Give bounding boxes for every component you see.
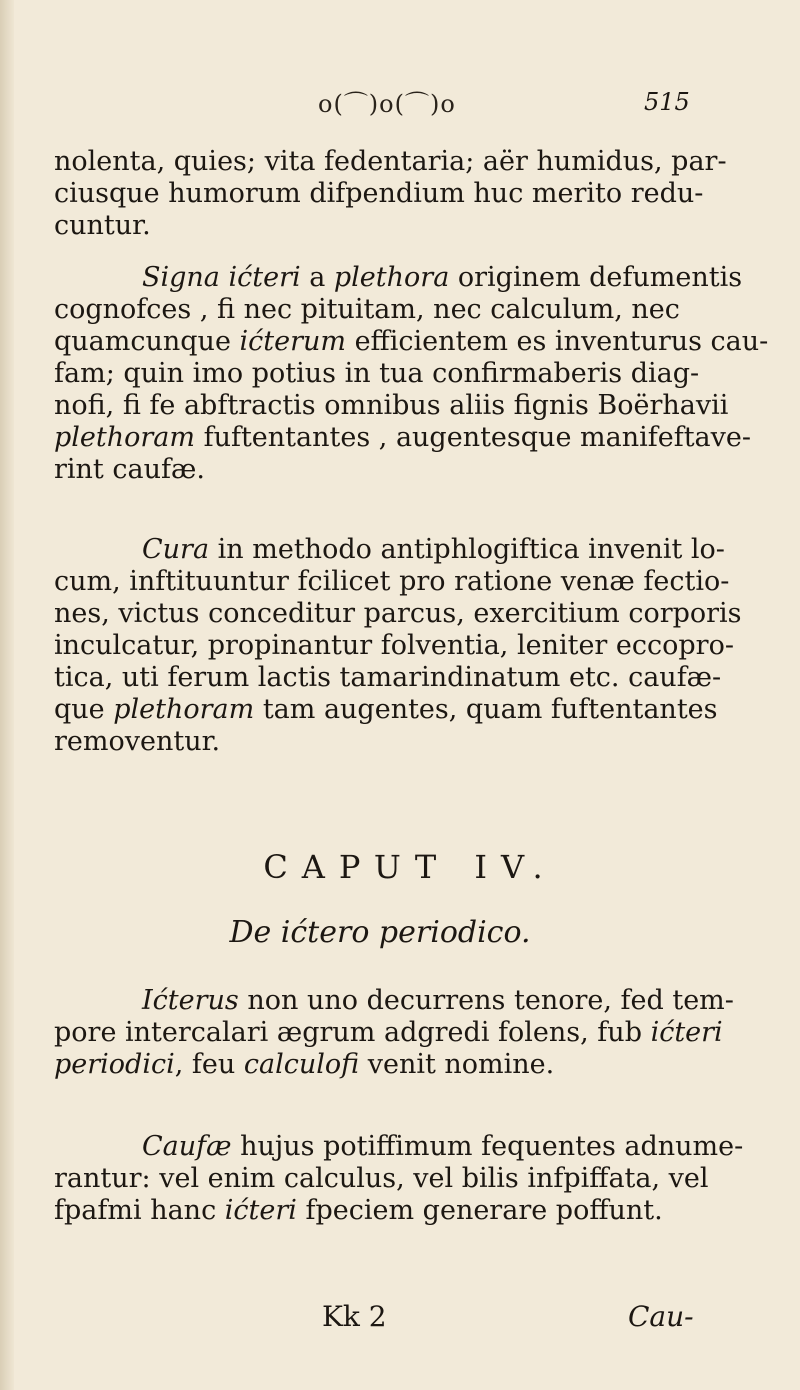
text-segment: pore intercalari ægrum adgredi folens, fub [54,1017,651,1048]
text-segment: plethora [333,262,450,293]
text-line [54,1049,744,1081]
page-footer [0,1300,800,1340]
text-line: tica, uti ferum lactis tamarindinatum etc. caufæ- [54,662,722,693]
catchword: Cau- [628,1300,694,1333]
paragraph-2 [54,262,769,486]
text-line [54,1017,744,1049]
signature-mark: Kk 2 [322,1300,387,1333]
paragraph-1 [54,146,744,242]
text-segment: periodici [54,1049,175,1080]
header-ornament: o(⌒)o(⌒)o [318,90,456,118]
chapter-heading: CAPUT IV. [263,848,557,886]
text-segment: plethoram [113,694,255,725]
text-segment: tam augentes, quam fuftentantes [254,694,718,725]
text-line: nofi, fi fe abftractis omnibus aliis fignis Boërhavii [54,390,729,421]
text-segment: Cura [142,534,210,565]
text-line: inculcatur, propinantur folventia, leniter eccopro- [54,630,734,661]
text-line [54,985,744,1017]
text-segment: Caufæ [142,1131,232,1162]
text-segment: fuftentantes , augentesque manifeftave- [195,422,751,453]
page-binding-edge [0,0,14,1390]
text-segment: in methodo antiphlogiftica invenit lo- [209,534,725,565]
text-line [54,694,744,726]
text-segment: efficientem es inventurus cau- [346,326,769,357]
text-line: nolenta, quies; vita fedentaria; aër humidus, par- [54,146,727,177]
text-line [54,1195,744,1227]
paragraph-4 [54,985,744,1081]
text-segment: quamcunque [54,326,240,357]
text-segment: venit nomine. [367,1049,555,1080]
text-segment: fpafmi hanc [54,1195,225,1226]
paragraph-5 [54,1131,744,1227]
page-number: 515 [644,88,690,116]
text-line: rantur: vel enim calculus, vel bilis infpiffata, vel [54,1163,709,1194]
text-segment: ićteri [228,262,301,293]
text-segment: fpeciem generare poffunt. [296,1195,663,1226]
text-line [54,326,769,358]
text-line: ciusque humorum difpendium huc merito redu- [54,178,704,209]
text-line: removentur. [54,726,221,757]
text-line: rint caufæ. [54,454,205,485]
text-line: cuntur. [54,210,151,241]
paragraph-3 [54,534,744,758]
text-segment: plethoram [54,422,195,453]
text-line: cum, inftituuntur fcilicet pro ratione venæ fectio- [54,566,730,597]
text-segment: originem defumentis [449,262,743,293]
text-segment: Ićterus [142,985,239,1016]
text-line [54,1131,744,1163]
text-segment: non uno decurrens tenore, fed tem- [238,985,734,1016]
text-segment: , feu [174,1049,244,1080]
text-segment: que [54,694,114,725]
text-segment: ićteri [224,1195,297,1226]
text-segment: ićteri [650,1017,723,1048]
text-line [54,422,751,454]
text-line [54,534,744,566]
text-line: cognofces , fi nec pituitam, nec calculum, nec [54,294,680,325]
text-segment: hujus potiffimum fequentes adnume- [231,1131,744,1162]
text-segment: a [300,262,334,293]
text-line: nes, victus conceditur parcus, exercitium corporis [54,598,742,629]
text-segment: calculofi [243,1049,360,1080]
text-segment: ićterum [239,326,346,357]
text-segment: Signa [142,262,229,293]
text-line [54,262,744,294]
chapter-subtitle: De ićtero periodico. [229,915,531,950]
text-line: fam; quin imo potius in tua confirmaberis diag- [54,358,700,389]
page-header [0,84,800,124]
